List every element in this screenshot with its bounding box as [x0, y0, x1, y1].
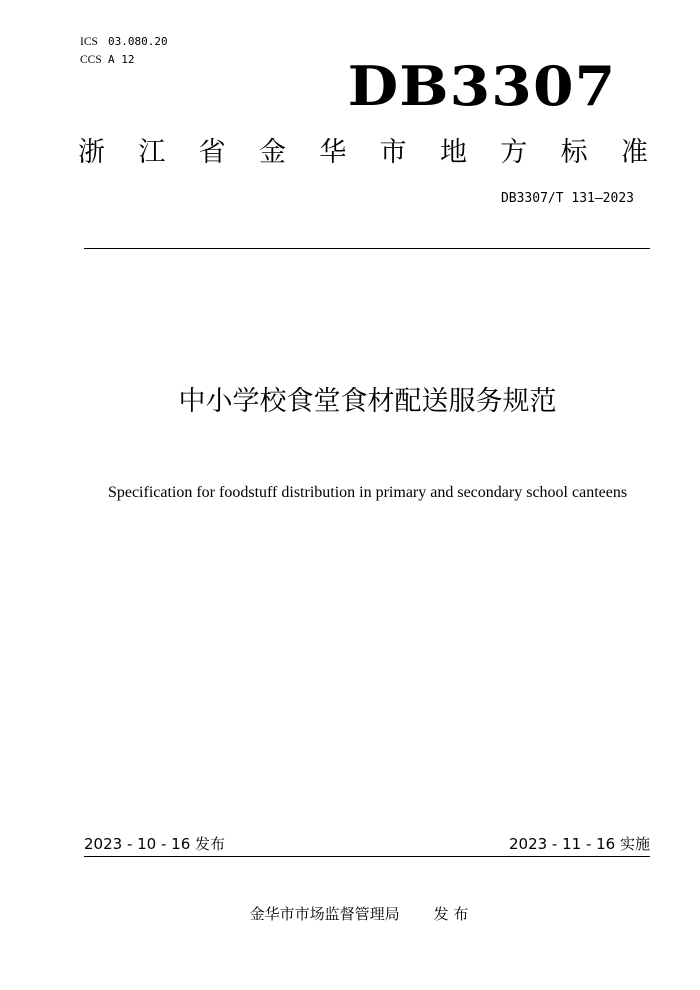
- ccs-line: [80, 53, 135, 66]
- authority-char: 金: [258, 137, 286, 168]
- authority-char: 方: [500, 137, 528, 168]
- document-number: DB3307/T 131—2023: [500, 191, 634, 206]
- implement-date: 2023 - 11 - 16 实施: [508, 835, 650, 853]
- ccs-code: A 12: [108, 53, 135, 66]
- authority-char: 准: [620, 137, 648, 168]
- title-chinese: 中小学校食堂食材配送服务规范: [178, 386, 557, 417]
- issue-word: 发 布: [433, 905, 469, 923]
- issuer-name: 金华市市场监督管理局: [249, 905, 400, 923]
- ics-label: ICS: [80, 36, 98, 48]
- authority-char: 标: [560, 137, 588, 168]
- title-english: Specification for foodstuff distribution in primary and secondary school canteens: [107, 484, 628, 501]
- header-divider: [84, 248, 650, 249]
- authority-char: 地: [439, 137, 467, 168]
- ics-code: 03.080.20: [108, 35, 168, 48]
- issuer-line: [0, 903, 700, 925]
- authority-title: [78, 134, 648, 172]
- publish-date: 2023 - 10 - 16 发布: [84, 835, 226, 853]
- authority-char: 江: [138, 137, 166, 168]
- authority-char: 华: [319, 137, 347, 168]
- footer-divider: [84, 856, 650, 857]
- ics-line: [80, 35, 168, 48]
- authority-char: 省: [198, 137, 226, 168]
- authority-char: 浙: [78, 137, 105, 168]
- ccs-label: CCS: [80, 54, 102, 66]
- authority-char: 市: [379, 137, 407, 168]
- db-logo: DB3307: [347, 54, 617, 118]
